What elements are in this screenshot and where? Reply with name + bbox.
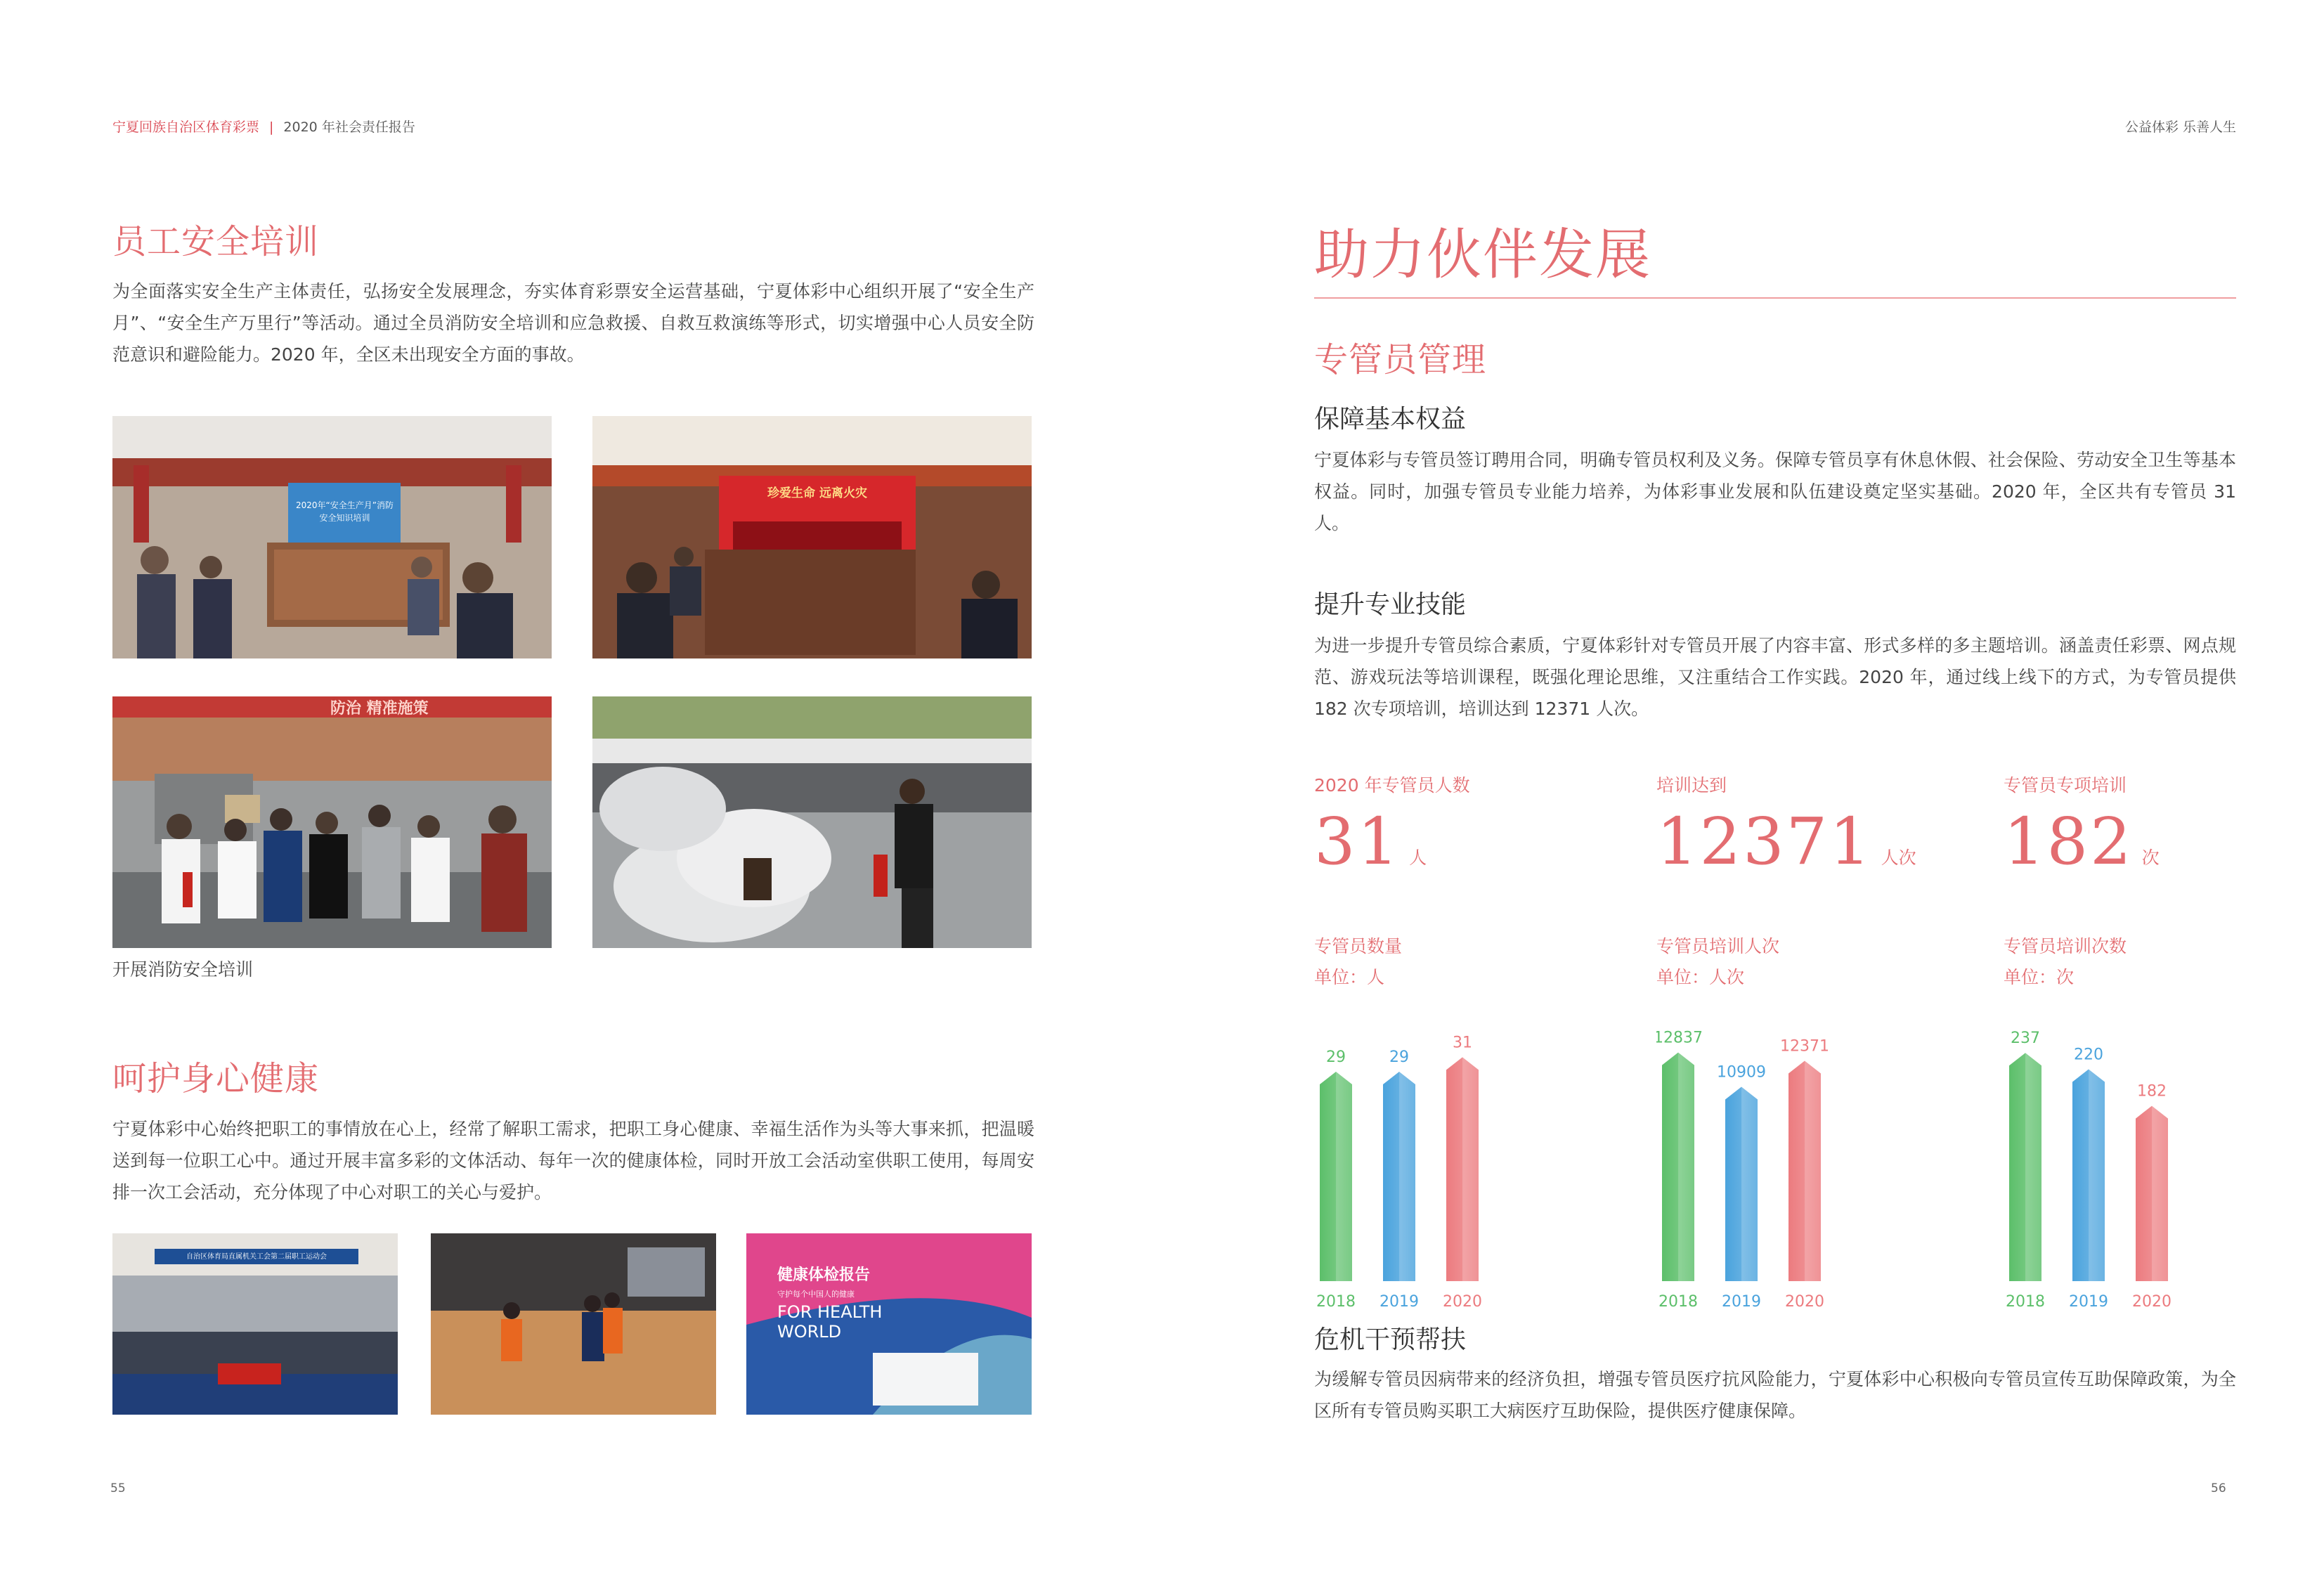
bar-shade-2019 (1741, 1087, 1758, 1281)
data-label-2020: 31 (1453, 1034, 1472, 1052)
x-tick-label-2020: 2020 (1443, 1293, 1482, 1311)
data-label-2019: 29 (1389, 1048, 1409, 1066)
data-label-2018: 29 (1326, 1048, 1346, 1066)
chart-unit: 单位：次 (2004, 967, 2075, 987)
photo-basketball (431, 1233, 716, 1415)
chart-title: 专管员培训人次 (1656, 936, 1780, 956)
photo-2-banner: 珍爱生命 远离火灾 (767, 486, 867, 500)
photo-safety-meeting-1 (112, 416, 552, 658)
stat-value: 31 (1314, 804, 1401, 879)
page-number-right: 56 (2211, 1481, 2226, 1495)
photo-1-screen-text: 2020年“安全生产月”消防安全知识培训 (296, 500, 394, 523)
subtitle-professional-skills: 提升专业技能 (1314, 590, 1467, 619)
bar-shade-2018 (1336, 1072, 1352, 1281)
stat-unit: 人 (1409, 848, 1427, 868)
section-title-manager-management: 专管员管理 (1314, 340, 1487, 379)
stat-label: 培训达到 (1656, 775, 1727, 796)
header-org: 宁夏回族自治区体育彩票 (112, 119, 260, 135)
data-label-2018: 237 (2011, 1030, 2040, 1048)
chart-title: 专管员培训次数 (2004, 936, 2127, 956)
title-divider (1314, 297, 2236, 299)
bar-shade-2020 (1805, 1060, 1821, 1281)
x-tick-label-2018: 2018 (1316, 1293, 1356, 1311)
photo-report-title: 健康体检报告 (777, 1266, 871, 1284)
stat-block-special-training (2004, 772, 2160, 879)
photo-fire-extinguisher-demo (592, 696, 1032, 948)
bar-chart-training-sessions (2004, 993, 2214, 1316)
section-title-safety-training: 员工安全培训 (112, 222, 320, 261)
stat-value: 182 (2004, 804, 2134, 879)
data-label-2019: 220 (2074, 1046, 2103, 1064)
chart-manager-count (1314, 931, 1525, 1319)
photo-3-banner: 防治 精准施策 (330, 700, 429, 718)
stat-block-managers (1314, 772, 1470, 879)
subtitle-crisis-assistance: 危机干预帮扶 (1314, 1325, 1467, 1354)
bar-chart-manager-count (1314, 993, 1525, 1316)
x-tick-label-2018: 2018 (1658, 1293, 1698, 1311)
header-separator: | (269, 119, 274, 135)
photo-fire-training-group (112, 696, 552, 948)
photo-safety-meeting-2 (592, 416, 1032, 658)
basic-rights-paragraph: 宁夏体彩与专管员签订聘用合同，明确专管员权利及义务。保障专管员享有休息休假、社会保险、劳动安全卫生等基本权益。同时，加强专管员专业能力培养，为体彩事业发展和队伍建设奠定坚实基础。2020 年，全区共有专管员 31 人。 (1314, 450, 2236, 533)
stat-label: 2020 年专管员人数 (1314, 775, 1470, 796)
crisis-assistance-paragraph: 为缓解专管员因病带来的经济负担，增强专管员医疗抗风险能力，宁夏体彩中心积极向专管员宣传互助保障政策，为全区所有专管员购买职工大病医疗互助保险，提供医疗健康保障。 (1314, 1369, 2236, 1421)
subtitle-basic-rights: 保障基本权益 (1314, 405, 1467, 434)
bar-shade-2019 (2089, 1070, 2105, 1281)
stat-block-training-persons (1656, 772, 1916, 879)
page-number-left: 55 (110, 1481, 126, 1495)
photo-group-banner: 自治区体育局直属机关工会第二届职工运动会 (186, 1253, 327, 1261)
running-header (112, 117, 415, 136)
bar-shade-2018 (2025, 1053, 2041, 1281)
data-label-2019: 10909 (1717, 1063, 1766, 1082)
section-title-health: 呵护身心健康 (112, 1059, 320, 1098)
photo-report-en-2: WORLD (777, 1322, 842, 1342)
x-tick-label-2019: 2019 (1722, 1293, 1761, 1311)
photo-health-report (746, 1233, 1032, 1415)
x-tick-label-2020: 2020 (1785, 1293, 1824, 1311)
data-label-2018: 12837 (1656, 1029, 1703, 1047)
data-label-2020: 182 (2137, 1082, 2167, 1101)
chart-training-persons (1656, 931, 1867, 1319)
data-label-2020: 12371 (1780, 1037, 1829, 1056)
page-title-partner-development: 助力伙伴发展 (1314, 223, 1652, 287)
photo-report-subtitle: 守护每个中国人的健康 (777, 1290, 855, 1299)
stat-value: 12371 (1656, 804, 1873, 879)
health-paragraph: 宁夏体彩中心始终把职工的事情放在心上，经常了解职工需求，把职工身心健康、幸福生活作为头等大事来抓，把温暖送到每一位职工心中。通过开展丰富多彩的文体活动、每年一次的健康体检，同时开放工会活动室供职工使用，每周安排一次工会活动，充分体现了中心对职工的关心与爱护。 (112, 1119, 1034, 1202)
photo-report-en-1: FOR HEALTH (777, 1302, 883, 1322)
x-tick-label-2019: 2019 (1380, 1293, 1419, 1311)
chart-unit: 单位：人次 (1656, 967, 1745, 987)
chart-training-sessions (2004, 931, 2214, 1319)
chart-unit: 单位：人 (1314, 967, 1385, 987)
x-tick-label-2019: 2019 (2069, 1293, 2108, 1311)
chart-title: 专管员数量 (1314, 936, 1403, 956)
bar-chart-training-persons (1656, 993, 1867, 1316)
bar-shade-2018 (1678, 1053, 1694, 1281)
x-tick-label-2020: 2020 (2132, 1293, 2172, 1311)
stat-unit: 人次 (1881, 848, 1916, 868)
photo-staff-group (112, 1233, 398, 1415)
bar-shade-2020 (1462, 1057, 1479, 1281)
stat-unit: 次 (2141, 848, 2160, 868)
header-slogan: 公益体彩 乐善人生 (2124, 119, 2236, 135)
photo-caption-fire-training: 开展消防安全培训 (112, 959, 254, 980)
bar-shade-2019 (1399, 1072, 1415, 1281)
stat-label: 专管员专项培训 (2004, 775, 2127, 796)
header-report: 2020 年社会责任报告 (283, 119, 415, 135)
professional-skills-paragraph: 为进一步提升专管员综合素质，宁夏体彩针对专管员开展了内容丰富、形式多样的多主题培训。涵盖责任彩票、网点规范、游戏玩法等培训课程，既强化理论思维，又注重结合工作实践。2020 年，通过线上线下的方式，为专管员提供 182 次专项培训，培训达到 12371 人次。 (1314, 635, 2236, 719)
safety-training-paragraph: 为全面落实安全生产主体责任，弘扬安全发展理念，夯实体育彩票安全运营基础，宁夏体彩中心组织开展了“安全生产月”、“安全生产万里行”等活动。通过全员消防安全培训和应急救援、自救互救演练等形式，切实增强中心人员安全防范意识和避险能力。2020 年，全区未出现安全方面的事故。 (112, 281, 1034, 365)
x-tick-label-2018: 2018 (2006, 1293, 2045, 1311)
bar-shade-2020 (2152, 1106, 2168, 1281)
